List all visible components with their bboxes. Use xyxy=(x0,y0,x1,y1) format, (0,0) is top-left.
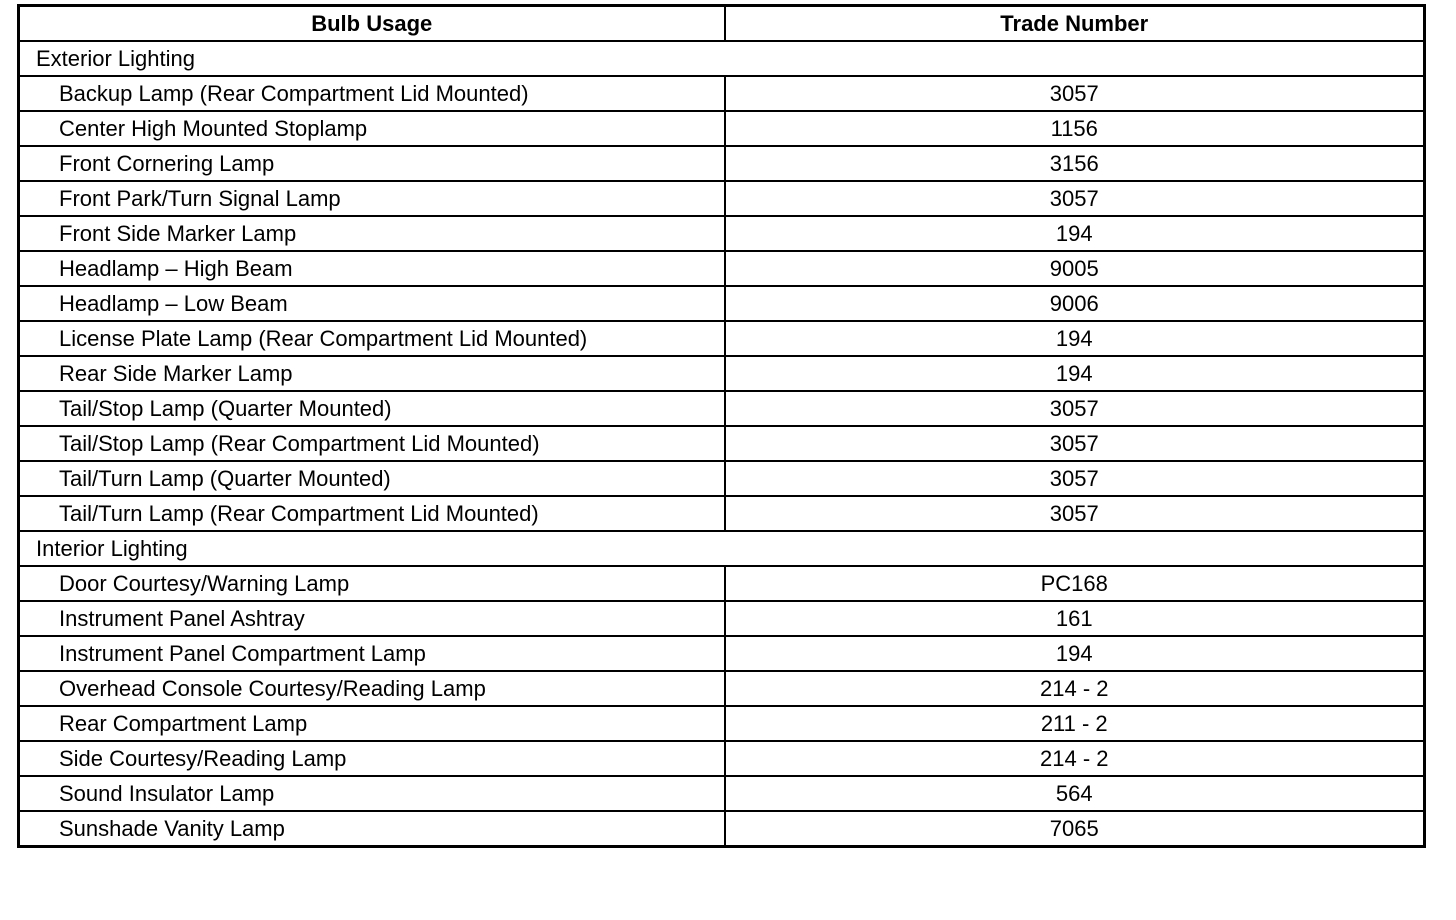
trade-number-cell: 3057 xyxy=(725,391,1425,426)
table-row xyxy=(19,706,1425,741)
table-row xyxy=(19,111,1425,146)
bulb-usage-cell: Sound Insulator Lamp xyxy=(19,776,725,811)
trade-number-cell: 3057 xyxy=(725,461,1425,496)
bulb-usage-cell: Rear Side Marker Lamp xyxy=(19,356,725,391)
table-row xyxy=(19,776,1425,811)
table-row xyxy=(19,811,1425,847)
table-row xyxy=(19,216,1425,251)
trade-number-header: Trade Number xyxy=(725,6,1425,42)
bulb-usage-cell: Headlamp – High Beam xyxy=(19,251,725,286)
bulb-usage-cell: Instrument Panel Ashtray xyxy=(19,601,725,636)
trade-number-cell: PC168 xyxy=(725,566,1425,601)
trade-number-cell: 9005 xyxy=(725,251,1425,286)
bulb-usage-cell: Front Cornering Lamp xyxy=(19,146,725,181)
table-row xyxy=(19,671,1425,706)
trade-number-cell: 161 xyxy=(725,601,1425,636)
table-row xyxy=(19,76,1425,111)
trade-number-cell: 3057 xyxy=(725,496,1425,531)
section-row xyxy=(19,531,1425,566)
bulb-usage-cell: Front Side Marker Lamp xyxy=(19,216,725,251)
trade-number-cell: 9006 xyxy=(725,286,1425,321)
bulb-usage-cell: License Plate Lamp (Rear Compartment Lid Mounted) xyxy=(19,321,725,356)
table-row xyxy=(19,461,1425,496)
table-header-row xyxy=(19,6,1425,42)
trade-number-cell: 194 xyxy=(725,636,1425,671)
table-row xyxy=(19,741,1425,776)
trade-number-cell: 3156 xyxy=(725,146,1425,181)
bulb-usage-cell: Tail/Turn Lamp (Quarter Mounted) xyxy=(19,461,725,496)
table-row xyxy=(19,426,1425,461)
trade-number-cell: 194 xyxy=(725,356,1425,391)
table-row xyxy=(19,496,1425,531)
trade-number-cell: 211 - 2 xyxy=(725,706,1425,741)
bulb-usage-cell: Backup Lamp (Rear Compartment Lid Mounted) xyxy=(19,76,725,111)
trade-number-cell: 3057 xyxy=(725,76,1425,111)
table-row xyxy=(19,636,1425,671)
table-row xyxy=(19,251,1425,286)
bulb-usage-cell: Front Park/Turn Signal Lamp xyxy=(19,181,725,216)
trade-number-cell: 194 xyxy=(725,321,1425,356)
trade-number-cell: 7065 xyxy=(725,811,1425,847)
table-row xyxy=(19,286,1425,321)
table-body xyxy=(19,41,1425,847)
table-row xyxy=(19,391,1425,426)
bulb-usage-cell: Tail/Turn Lamp (Rear Compartment Lid Mounted) xyxy=(19,496,725,531)
bulb-usage-header: Bulb Usage xyxy=(19,6,725,42)
bulb-usage-cell: Rear Compartment Lamp xyxy=(19,706,725,741)
trade-number-cell: 3057 xyxy=(725,181,1425,216)
table-row xyxy=(19,601,1425,636)
trade-number-cell: 214 - 2 xyxy=(725,671,1425,706)
bulb-usage-cell: Tail/Stop Lamp (Rear Compartment Lid Mounted) xyxy=(19,426,725,461)
bulb-usage-table xyxy=(17,4,1426,848)
section-row xyxy=(19,41,1425,76)
table-row xyxy=(19,356,1425,391)
table-row xyxy=(19,146,1425,181)
trade-number-cell: 1156 xyxy=(725,111,1425,146)
table-row xyxy=(19,321,1425,356)
bulb-usage-cell: Center High Mounted Stoplamp xyxy=(19,111,725,146)
bulb-usage-cell: Sunshade Vanity Lamp xyxy=(19,811,725,847)
bulb-usage-cell: Door Courtesy/Warning Lamp xyxy=(19,566,725,601)
trade-number-cell: 3057 xyxy=(725,426,1425,461)
bulb-usage-cell: Tail/Stop Lamp (Quarter Mounted) xyxy=(19,391,725,426)
bulb-usage-cell: Overhead Console Courtesy/Reading Lamp xyxy=(19,671,725,706)
bulb-usage-cell: Side Courtesy/Reading Lamp xyxy=(19,741,725,776)
trade-number-cell: 564 xyxy=(725,776,1425,811)
section-title: Exterior Lighting xyxy=(19,41,1425,76)
table-row xyxy=(19,566,1425,601)
bulb-usage-cell: Headlamp – Low Beam xyxy=(19,286,725,321)
section-title: Interior Lighting xyxy=(19,531,1425,566)
table-row xyxy=(19,181,1425,216)
trade-number-cell: 214 - 2 xyxy=(725,741,1425,776)
trade-number-cell: 194 xyxy=(725,216,1425,251)
bulb-usage-cell: Instrument Panel Compartment Lamp xyxy=(19,636,725,671)
